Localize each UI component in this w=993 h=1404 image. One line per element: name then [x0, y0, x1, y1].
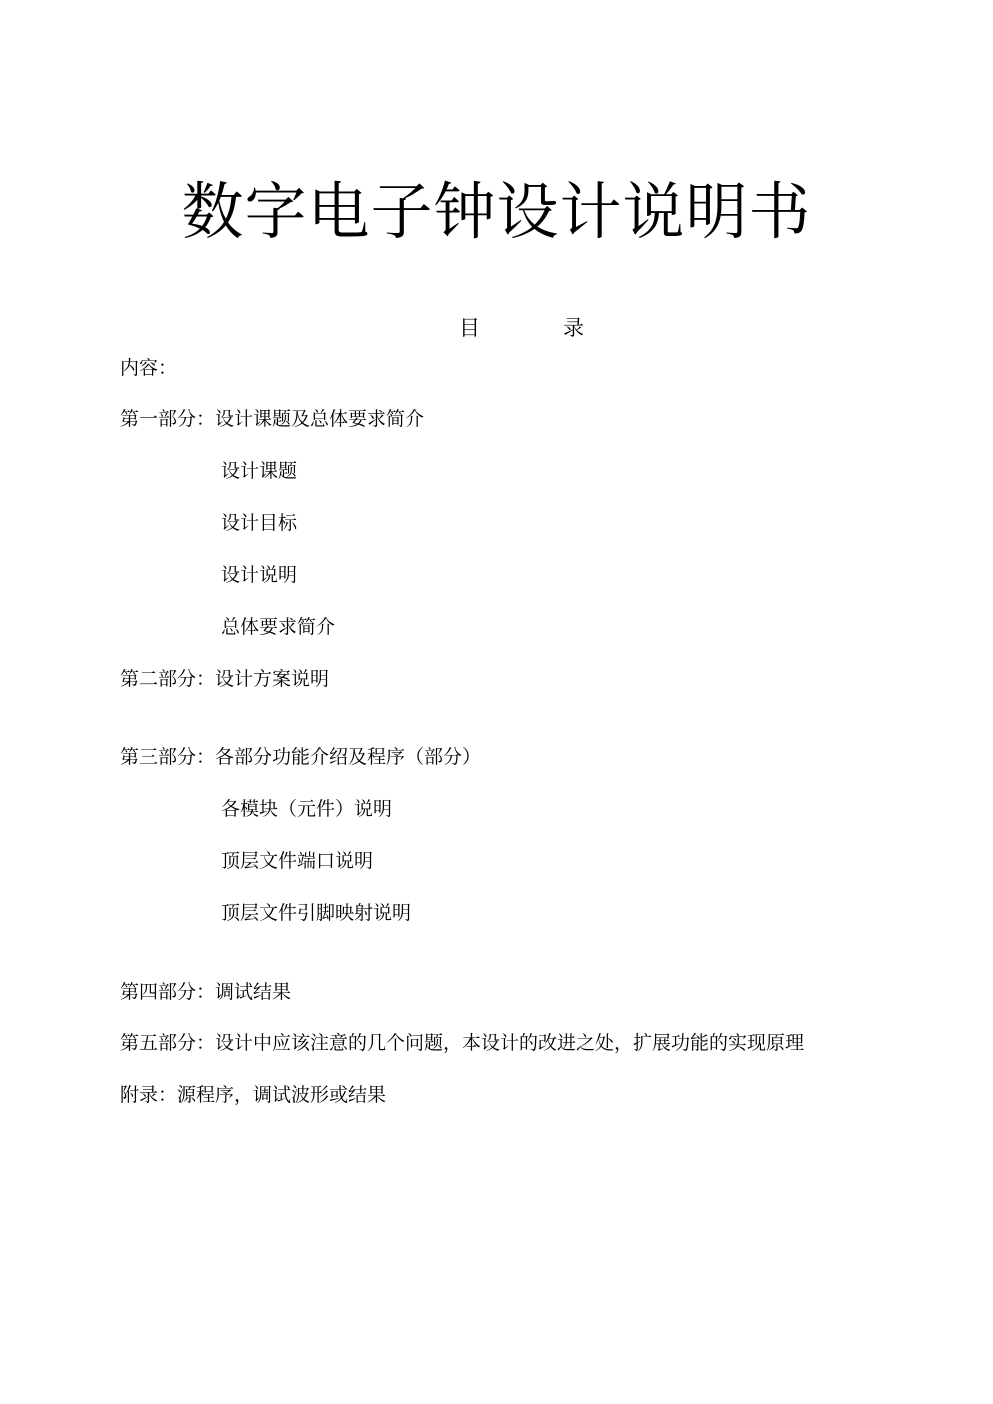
- toc-item: 设计说明: [221, 564, 298, 586]
- toc-part-1: 第一部分：设计课题及总体要求简介: [120, 408, 425, 430]
- toc-part-5: 第五部分：设计中应该注意的几个问题，本设计的改进之处，扩展功能的实现原理: [120, 1032, 805, 1054]
- toc-heading-second-char: 录: [563, 316, 584, 340]
- toc-heading-first-char: 目: [459, 316, 480, 340]
- toc-part-4: 第四部分：调试结果: [120, 981, 292, 1003]
- toc-item: 顶层文件引脚映射说明: [221, 902, 412, 924]
- toc-part-2: 第二部分：设计方案说明: [120, 668, 330, 690]
- document-title: 数字电子钟设计说明书: [181, 175, 812, 248]
- toc-item: 设计目标: [221, 512, 298, 534]
- toc-part-3: 第三部分：各部分功能介绍及程序（部分）: [120, 746, 482, 768]
- contents-label: 内容：: [120, 357, 178, 379]
- toc-item: 总体要求简介: [221, 616, 336, 638]
- toc-item: 顶层文件端口说明: [221, 850, 374, 872]
- toc-item: 设计课题: [221, 460, 298, 482]
- toc-item: 各模块（元件）说明: [221, 798, 393, 820]
- toc-appendix: 附录：源程序，调试波形或结果: [120, 1084, 387, 1106]
